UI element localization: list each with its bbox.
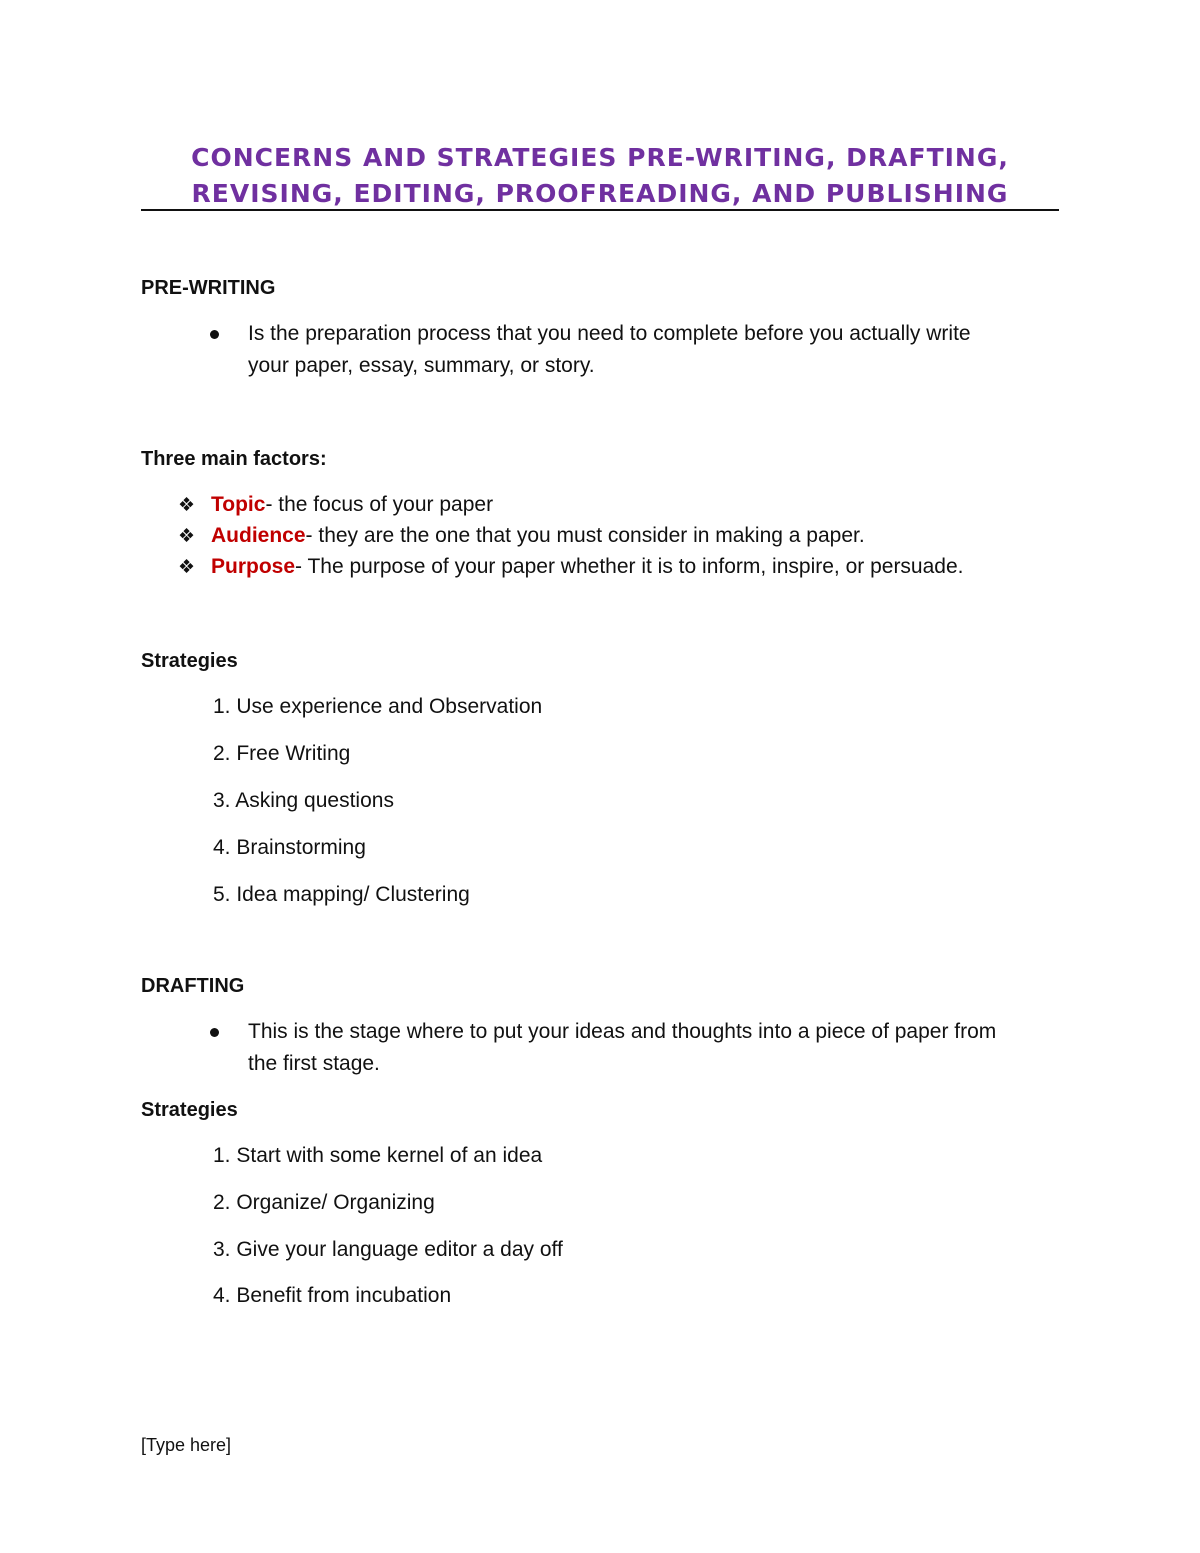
drafting-strategy-item: 2. Organize/ Organizing bbox=[213, 1191, 435, 1214]
title-underline bbox=[141, 209, 1059, 211]
factor-term: Audience bbox=[211, 524, 306, 547]
drafting-strategy-item: 1. Start with some kernel of an idea bbox=[213, 1144, 543, 1167]
prewriting-strategy-item: 2. Free Writing bbox=[213, 742, 351, 765]
drafting-heading: DRAFTING bbox=[141, 975, 245, 997]
factor-desc: - the focus of your paper bbox=[265, 493, 494, 516]
prewriting-definition-bullet bbox=[210, 318, 1070, 382]
drafting-definition-bullet bbox=[210, 1016, 1070, 1080]
prewriting-strategy-item: 4. Brainstorming bbox=[213, 836, 366, 859]
factor-purpose bbox=[178, 554, 963, 581]
diamond-bullet-icon: ❖ bbox=[178, 557, 196, 578]
title-line-2: REVISING, EDITING, PROOFREADING, AND PUBLISHING bbox=[191, 179, 1009, 208]
bullet-dot-icon bbox=[210, 330, 219, 339]
bullet-text-line-1: This is the stage where to put your ideas and thoughts into a piece of paper from bbox=[248, 1020, 997, 1043]
document-title bbox=[141, 140, 1059, 212]
prewriting-heading: PRE-WRITING bbox=[141, 277, 276, 299]
factor-topic bbox=[178, 492, 493, 519]
diamond-bullet-icon: ❖ bbox=[178, 526, 196, 547]
drafting-strategy-item: 4. Benefit from incubation bbox=[213, 1284, 452, 1307]
factor-term: Topic bbox=[211, 493, 266, 516]
bullet-text-line-1: Is the preparation process that you need to complete before you actually write bbox=[248, 322, 971, 345]
bullet-text-line-2: the first stage. bbox=[248, 1052, 380, 1075]
drafting-strategy-item: 3. Give your language editor a day off bbox=[213, 1238, 563, 1261]
diamond-bullet-icon: ❖ bbox=[178, 495, 196, 516]
bullet-dot-icon bbox=[210, 1028, 219, 1037]
footer-placeholder[interactable]: [Type here] bbox=[141, 1435, 232, 1455]
prewriting-strategy-item: 1. Use experience and Observation bbox=[213, 695, 543, 718]
prewriting-strategy-item: 3. Asking questions bbox=[213, 789, 394, 812]
factor-audience bbox=[178, 523, 865, 550]
factor-desc: - The purpose of your paper whether it is to inform, inspire, or persuade. bbox=[295, 555, 964, 578]
prewriting-strategy-item: 5. Idea mapping/ Clustering bbox=[213, 883, 470, 906]
prewriting-strategies-heading: Strategies bbox=[141, 650, 238, 672]
bullet-text-line-2: your paper, essay, summary, or story. bbox=[248, 354, 595, 377]
factor-desc: - they are the one that you must consider in making a paper. bbox=[305, 524, 865, 547]
drafting-strategies-heading: Strategies bbox=[141, 1099, 238, 1121]
title-line-1: CONCERNS AND STRATEGIES PRE-WRITING, DRAFTING, bbox=[191, 143, 1009, 172]
factors-heading: Three main factors: bbox=[141, 448, 327, 470]
factor-term: Purpose bbox=[211, 555, 296, 578]
